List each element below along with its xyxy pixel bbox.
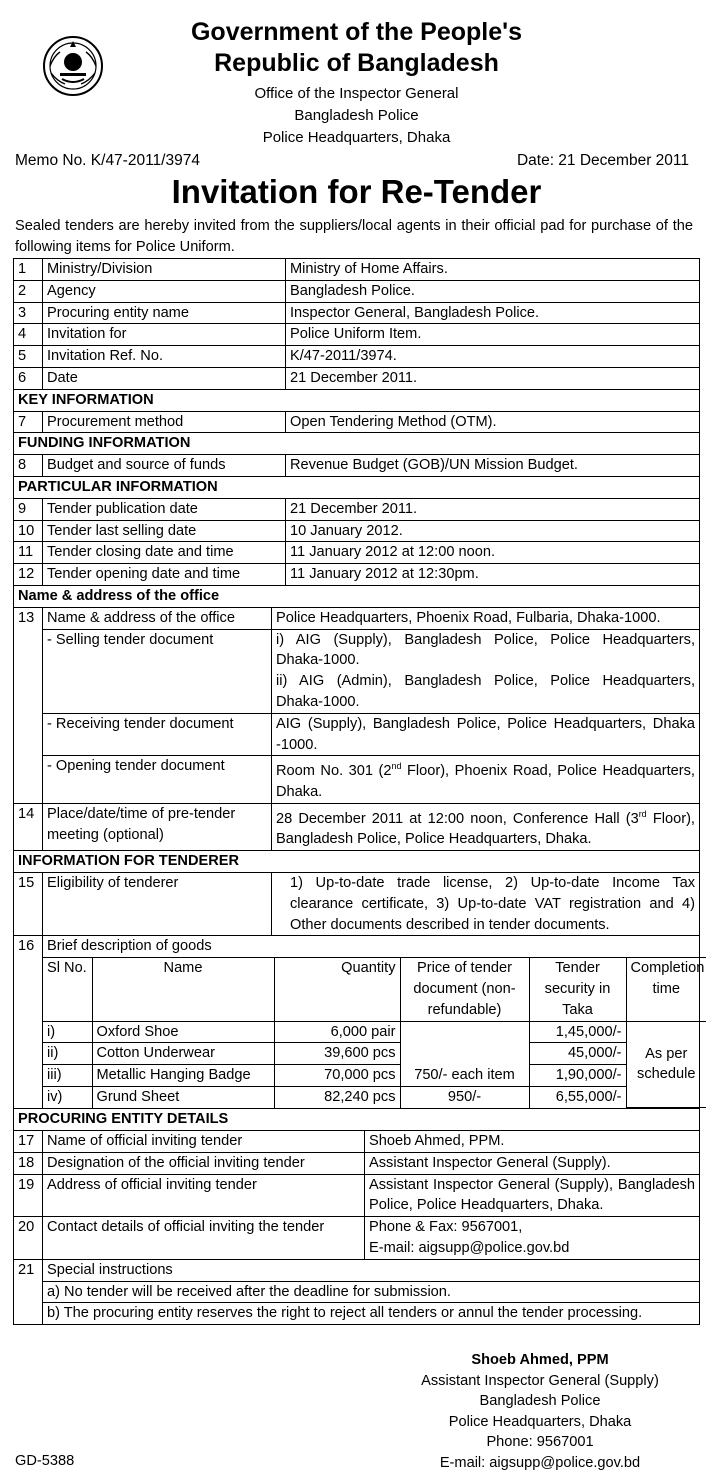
row-label: Eligibility of tenderer (43, 873, 272, 936)
signatory-hq: Police Headquarters, Dhaka (448, 1413, 632, 1430)
row-label: Date (43, 367, 286, 389)
goods-row (43, 1087, 706, 1108)
row-label: Tender publication date (43, 498, 286, 520)
signatory-dept: Bangladesh Police (479, 1393, 601, 1409)
row-label: - Opening tender document (43, 756, 272, 803)
contact-phone: Phone & Fax: 9567001, (369, 1219, 523, 1236)
row-value: 11 January 2012 at 12:30pm. (286, 564, 700, 586)
selling-address-2: ii) AIG (Admin), Bangladesh Police, Police Headquarters, Dhaka-1000. (276, 673, 695, 710)
contact-email: E-mail: aigsupp@police.gov.bd (369, 1240, 570, 1257)
row-value: Shoeb Ahmed, PPM. (365, 1131, 700, 1153)
table-row (14, 1174, 700, 1217)
meeting-text-sup: rd (638, 808, 647, 819)
row-number: 15 (14, 873, 43, 936)
goods-sl: iv) (43, 1087, 92, 1108)
table-row (14, 1281, 700, 1303)
row-value: Open Tendering Method (OTM). (286, 411, 700, 433)
goods-sl: ii) (43, 1043, 92, 1065)
table-row (14, 713, 700, 756)
row-number: 4 (14, 324, 43, 346)
table-row (14, 455, 700, 477)
table-row (14, 520, 700, 542)
table-row (14, 1131, 700, 1153)
row-number: 11 (14, 542, 43, 564)
row-value: 1) Up-to-date trade license, 2) Up-to-date Income Tax clearance certificate, 3) Up-to-date VAT registration and 4) Other documents described in tender documents. (272, 873, 700, 936)
row-value: 21 December 2011. (286, 367, 700, 389)
row-value: Police Uniform Item. (286, 324, 700, 346)
row-number: 8 (14, 455, 43, 477)
header-completion: Completion time (626, 958, 706, 1021)
goods-name: Metallic Hanging Badge (92, 1065, 274, 1087)
row-value: 21 December 2011. (286, 498, 700, 520)
goods-row (43, 1021, 706, 1043)
goods-sl: i) (43, 1021, 92, 1043)
intro-paragraph: Sealed tenders are hereby invited from the suppliers/local agents in their official pad for purchase of the following items for Police Uniform. (15, 218, 693, 255)
row-label: Brief description of goods (47, 938, 212, 955)
row-number: 3 (14, 302, 43, 324)
goods-security: 6,55,000/- (529, 1087, 626, 1108)
row-number: 9 (14, 498, 43, 520)
row-value: Ministry of Home Affairs. (286, 259, 700, 281)
goods-completion: As per schedule (626, 1021, 706, 1108)
row-number: 6 (14, 367, 43, 389)
meeting-text-post: Floor), Bangladesh Police, Police Headquarters, Dhaka. (276, 810, 695, 848)
goods-quantity: 70,000 pcs (274, 1065, 400, 1087)
section-information-for-tenderer: INFORMATION FOR TENDERER (14, 851, 700, 873)
header-dept: Bangladesh Police (294, 107, 419, 124)
row-value: Assistant Inspector General (Supply), Bangladesh Police, Police Headquarters, Dhaka. (365, 1174, 700, 1217)
section-heading-row (14, 585, 700, 607)
row-label: Agency (43, 280, 286, 302)
row-value (272, 756, 700, 803)
row-value: K/47-2011/3974. (286, 346, 700, 368)
row-value: Revenue Budget (GOB)/UN Mission Budget. (286, 455, 700, 477)
goods-sl: iii) (43, 1065, 92, 1087)
row-number: 16 (14, 936, 43, 1109)
header-price: Price of tender document (non-refundable) (400, 958, 529, 1021)
goods-header-row (43, 958, 706, 1021)
table-row (14, 629, 700, 713)
row-number: 21 (14, 1259, 43, 1324)
table-row (14, 607, 700, 629)
row-number: 1 (14, 259, 43, 281)
row-label: Procuring entity name (43, 302, 286, 324)
section-funding-information: FUNDING INFORMATION (14, 433, 700, 455)
row-label: Special instructions (43, 1259, 700, 1281)
goods-cell (43, 936, 705, 1109)
table-row (14, 803, 700, 850)
goods-name: Cotton Underwear (92, 1043, 274, 1065)
row-value: Inspector General, Bangladesh Police. (286, 302, 700, 324)
goods-row (43, 1065, 706, 1087)
opening-text-sup: nd (391, 761, 402, 772)
signature-block (400, 1350, 680, 1473)
row-label: Address of official inviting tender (43, 1174, 365, 1217)
header-sl: Sl No. (43, 958, 92, 1021)
section-heading-row (14, 389, 700, 411)
row-label: Ministry/Division (43, 259, 286, 281)
row-label: Budget and source of funds (43, 455, 286, 477)
row-label: Contact details of official inviting the tender (43, 1217, 365, 1260)
table-row (14, 346, 700, 368)
header-quantity: Quantity (274, 958, 400, 1021)
row-value: Bangladesh Police. (286, 280, 700, 302)
goods-price-last: 950/- (400, 1087, 529, 1108)
goods-table (43, 957, 706, 1108)
row-number: 13 (14, 607, 43, 803)
row-label: Tender last selling date (43, 520, 286, 542)
row-number: 17 (14, 1131, 43, 1153)
page-title: Invitation for Re-Tender (171, 173, 542, 210)
table-row (14, 324, 700, 346)
table-row (14, 564, 700, 586)
signatory-name: Shoeb Ahmed, PPM (471, 1352, 609, 1368)
goods-quantity: 39,600 pcs (274, 1043, 400, 1065)
goods-row (43, 1043, 706, 1065)
opening-text-post: Floor), Phoenix Road, Police Headquarters, Dhaka. (276, 763, 695, 800)
goods-name: Oxford Shoe (92, 1021, 274, 1043)
section-heading-row (14, 433, 700, 455)
table-row (14, 367, 700, 389)
section-particular-information: PARTICULAR INFORMATION (14, 476, 700, 498)
row-number: 5 (14, 346, 43, 368)
row-value: Police Headquarters, Phoenix Road, Fulbaria, Dhaka-1000. (272, 607, 700, 629)
section-name-address: Name & address of the office (14, 585, 700, 607)
row-value: AIG (Supply), Bangladesh Police, Police Headquarters, Dhaka -1000. (272, 713, 700, 756)
tender-table (13, 258, 705, 1325)
row-value: Assistant Inspector General (Supply). (365, 1152, 700, 1174)
header-name: Name (92, 958, 274, 1021)
table-row (14, 498, 700, 520)
table-row (14, 936, 700, 1109)
row-value (272, 803, 700, 850)
row-label: Name & address of the office (43, 607, 272, 629)
section-key-information: KEY INFORMATION (14, 389, 700, 411)
signatory-phone: Phone: 9567001 (486, 1434, 594, 1450)
row-label: - Receiving tender document (43, 713, 272, 756)
section-heading-row (14, 1109, 700, 1131)
header-line2: Republic of Bangladesh (214, 49, 499, 77)
table-row (14, 280, 700, 302)
memo-number: Memo No. K/47-2011/3974 (15, 152, 200, 169)
section-heading-row (14, 851, 700, 873)
row-label: Tender opening date and time (43, 564, 286, 586)
section-heading-row (14, 476, 700, 498)
goods-price-group: 750/- each item (400, 1021, 529, 1086)
row-value (272, 629, 700, 713)
table-row (14, 1259, 700, 1281)
opening-text-pre: Room No. 301 (2 (276, 763, 392, 780)
table-row (14, 1217, 700, 1260)
table-row (14, 873, 700, 936)
row-number: 7 (14, 411, 43, 433)
row-label: Place/date/time of pre-tender meeting (optional) (43, 803, 272, 850)
row-label: Name of official inviting tender (43, 1131, 365, 1153)
row-value: 10 January 2012. (286, 520, 700, 542)
table-row (14, 1152, 700, 1174)
table-row (14, 411, 700, 433)
table-row (14, 542, 700, 564)
row-label: Invitation Ref. No. (43, 346, 286, 368)
row-label: Invitation for (43, 324, 286, 346)
goods-security: 1,90,000/- (529, 1065, 626, 1087)
goods-security: 45,000/- (529, 1043, 626, 1065)
signatory-email: E-mail: aigsupp@police.gov.bd (439, 1454, 641, 1471)
row-number: 12 (14, 564, 43, 586)
instruction-b: b) The procuring entity reserves the right to reject all tenders or annul the tender processing. (43, 1303, 700, 1325)
table-row (14, 756, 700, 803)
section-procuring-entity-details: PROCURING ENTITY DETAILS (14, 1109, 700, 1131)
goods-security: 1,45,000/- (529, 1021, 626, 1043)
signatory-designation: Assistant Inspector General (Supply) (421, 1372, 659, 1389)
header-line1: Government of the People's (190, 18, 522, 46)
header-office: Office of the Inspector General (254, 85, 459, 102)
row-value: 11 January 2012 at 12:00 noon. (286, 542, 700, 564)
selling-address-1: i) AIG (Supply), Bangladesh Police, Police Headquarters, Dhaka-1000. (276, 631, 695, 669)
row-label: Designation of the official inviting tender (43, 1152, 365, 1174)
notice-code: GD-5388 (15, 1453, 75, 1469)
row-label: Tender closing date and time (43, 542, 286, 564)
row-number: 19 (14, 1174, 43, 1217)
goods-quantity: 82,240 pcs (274, 1087, 400, 1108)
instruction-a: a) No tender will be received after the deadline for submission. (43, 1281, 700, 1303)
row-number: 10 (14, 520, 43, 542)
table-row (14, 302, 700, 324)
goods-quantity: 6,000 pair (274, 1021, 400, 1043)
header-hq: Police Headquarters, Dhaka (262, 129, 451, 146)
row-number: 2 (14, 280, 43, 302)
row-label: Procurement method (43, 411, 286, 433)
memo-date: Date: 21 December 2011 (516, 152, 689, 169)
row-label: - Selling tender document (43, 629, 272, 713)
meeting-text-pre: 28 December 2011 at 12:00 noon, Conference Hall (3 (276, 810, 639, 827)
row-number: 14 (14, 803, 43, 850)
table-row (14, 259, 700, 281)
row-number: 20 (14, 1217, 43, 1260)
goods-name: Grund Sheet (92, 1087, 274, 1108)
row-value (365, 1217, 700, 1260)
row-number: 18 (14, 1152, 43, 1174)
header-security: Tender security in Taka (529, 958, 626, 1021)
table-row (14, 1303, 700, 1325)
